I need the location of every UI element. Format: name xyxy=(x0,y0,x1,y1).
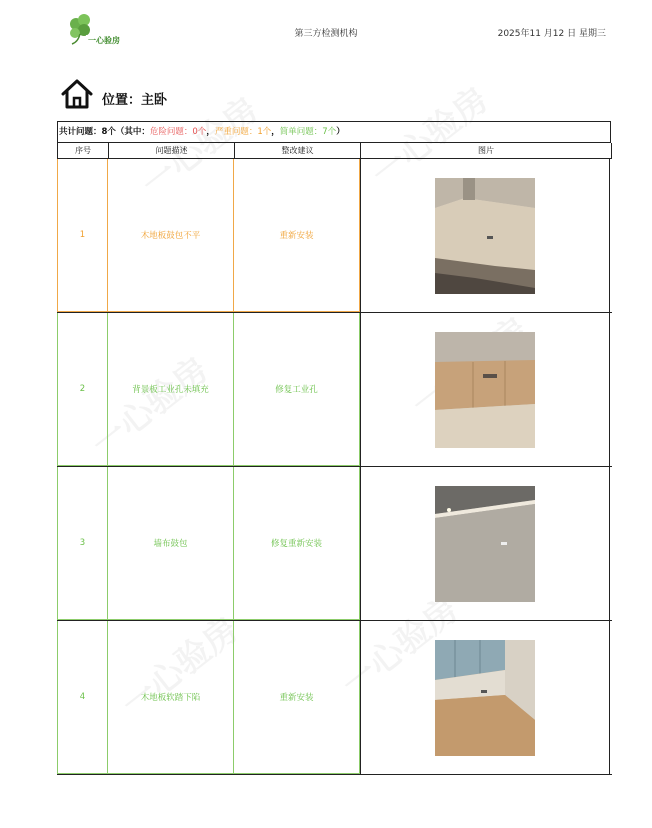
location-heading xyxy=(60,76,167,112)
issue-photo xyxy=(435,332,535,448)
summary-separator: ， xyxy=(206,127,215,137)
row-number: 2 xyxy=(57,313,108,466)
summary-prefix: 共计问题：8个（其中： xyxy=(59,127,150,137)
row-number: 3 xyxy=(57,467,108,620)
header-date: 2025年11 月12 日 星期三 xyxy=(497,29,606,39)
header-description: 问题描述 xyxy=(109,143,235,158)
row-number: 1 xyxy=(57,159,108,312)
summary-separator: ， xyxy=(271,127,280,137)
row-description: 木地板软踏下陷 xyxy=(108,621,234,774)
row-advice: 修复工业孔 xyxy=(234,313,360,466)
row-advice: 重新安装 xyxy=(234,621,360,774)
table-row xyxy=(57,159,612,313)
summary-serious: 严重问题：1个 xyxy=(214,127,272,137)
table-row xyxy=(57,313,612,467)
header-number: 序号 xyxy=(58,143,109,158)
row-advice: 重新安装 xyxy=(234,159,360,312)
summary-simple: 简单问题：7个 xyxy=(279,127,337,137)
row-photo-cell xyxy=(360,467,610,620)
home-icon xyxy=(60,78,94,110)
summary-danger: 危险问题：0个 xyxy=(149,127,207,137)
issue-table xyxy=(57,143,612,775)
row-advice: 修复重新安装 xyxy=(234,467,360,620)
table-header xyxy=(57,143,612,159)
issue-summary xyxy=(57,121,611,143)
row-description: 木地板鼓包不平 xyxy=(108,159,234,312)
row-number: 4 xyxy=(57,621,108,774)
table-row xyxy=(57,621,612,775)
table-row xyxy=(57,467,612,621)
issue-photo xyxy=(435,486,535,602)
row-photo-cell xyxy=(360,313,610,466)
row-description: 背景板工业孔未填充 xyxy=(108,313,234,466)
svg-text:一心验房: 一心验房 xyxy=(88,36,120,45)
header-org: 第三方检测机构 xyxy=(294,29,358,39)
location-label: 位置：主卧 xyxy=(102,92,168,108)
row-description: 墙布鼓包 xyxy=(108,467,234,620)
header-photo: 图片 xyxy=(478,146,494,155)
issue-photo xyxy=(435,640,535,756)
header-advice: 整改建议 xyxy=(235,143,361,158)
summary-suffix: ） xyxy=(336,127,345,137)
issue-photo xyxy=(435,178,535,294)
row-photo-cell xyxy=(360,159,610,312)
row-photo-cell xyxy=(360,621,610,774)
